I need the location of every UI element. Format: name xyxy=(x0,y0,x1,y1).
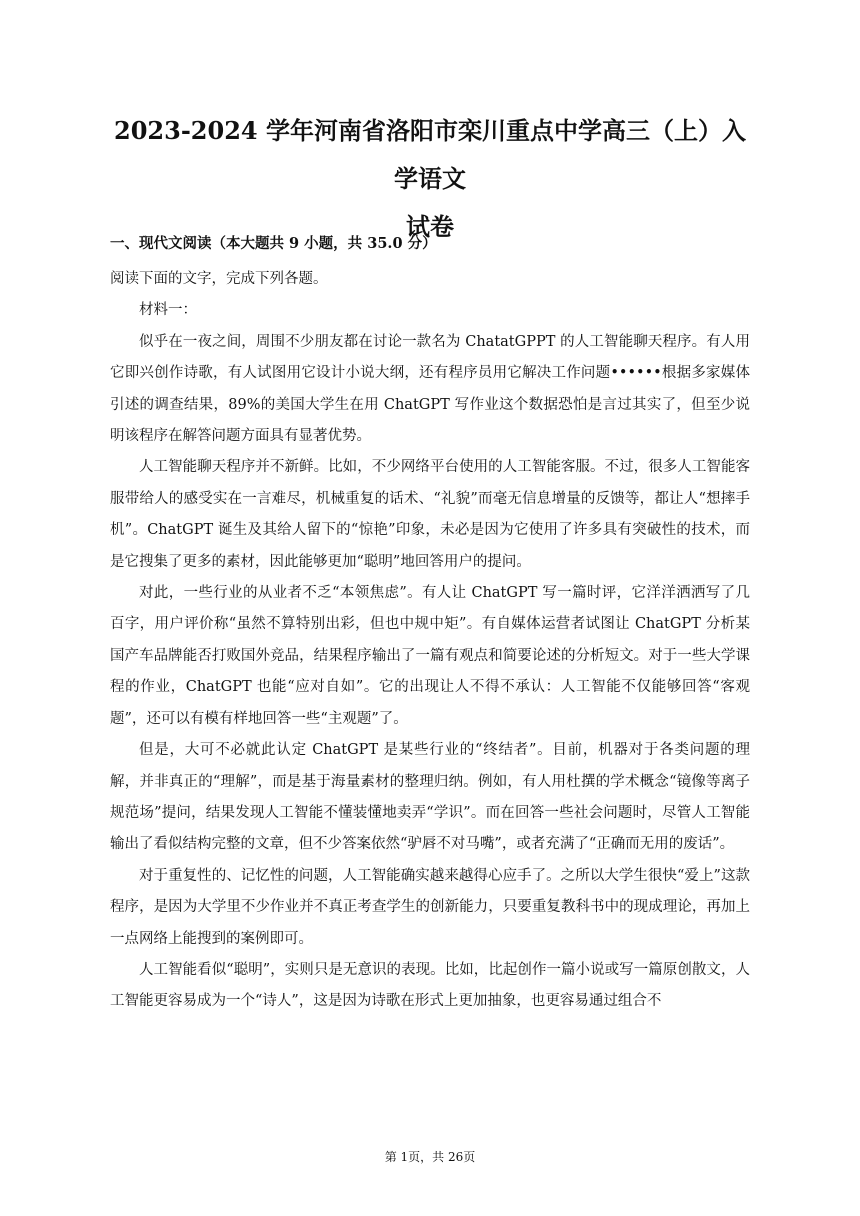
document-title xyxy=(108,107,752,251)
paragraph-2: 人工智能聊天程序并不新鲜。比如，不少网络平台使用的人工智能客服。不过，很多人工智能客服带给人的感受实在一言难尽，机械重复的话术、“礼貌”而毫无信息增量的反馈等，都让人“想摔手机”。ChatGPT 诞生及其给人留下的“惊艳”印象，未必是因为它使用了许多具有突破性的技术，而是它搜集了更多的素材，因此能够更加“聪明”地回答用户的提问。 xyxy=(110,459,750,570)
instruction-text: 阅读下面的文字，完成下列各题。 xyxy=(110,271,328,287)
paragraph-4: 但是，大可不必就此认定 ChatGPT 是某些行业的“终结者”。目前，机器对于各类问题的理解，并非真正的“理解”，而是基于海量素材的整理归纳。例如，有人用杜撰的学术概念“镜像等离子规范场”提问，结果发现人工智能不懂装懂地卖弄“学识”。而在回答一些社会问题时，尽管人工智能输出了看似结构完整的文章，但不少答案依然“驴唇不对马嘴”，或者充满了“正确而无用的废话”。 xyxy=(110,742,750,853)
title-line-2: 试卷 xyxy=(406,212,454,241)
title-line-1: 2023-2024 学年河南省洛阳市栾川重点中学高三（上）入学语文 xyxy=(114,116,746,193)
page-footer: 第 1页，共 26页 xyxy=(384,1150,476,1164)
material-label: 材料一： xyxy=(139,302,197,319)
paragraph-1: 似乎在一夜之间，周围不少朋友都在讨论一款名为 ChatatGPPT 的人工智能聊天程序。有人用它即兴创作诗歌，有人试图用它设计小说大纲，还有程序员用它解决工作问题••••••根据多家媒体引述的调查结果，89%的美国大学生在用 ChatGPT 写作业这个数据恐怕是言过其实了，但至少说明该程序在解答问题方面具有显著优势。 xyxy=(110,333,750,445)
reading-passage xyxy=(110,264,750,1018)
paragraph-5: 对于重复性的、记忆性的问题，人工智能确实越来越得心应手了。之所以大学生很快“爱上”这款程序，是因为大学里不少作业并不真正考查学生的创新能力，只要重复教科书中的现成理论，再加上一点网络上能搜到的案例即可。 xyxy=(110,867,750,947)
section-heading: 一、现代文阅读（本大题共 9 小题，共 35.0 分） xyxy=(110,235,437,252)
paragraph-6: 人工智能看似“聪明”，实则只是无意识的表现。比如，比起创作一篇小说或写一篇原创散文，人工智能更容易成为一个“诗人”，这是因为诗歌在形式上更加抽象，也更容易通过组合不 xyxy=(110,961,750,1010)
paragraph-3: 对此，一些行业的从业者不乏“本领焦虑”。有人让 ChatGPT 写一篇时评，它洋洋洒洒写了几百字，用户评价称“虽然不算特别出彩，但也中规中矩”。有自媒体运营者试图让 ChatGPT 分析某国产车品牌能否打败国外竞品，结果程序输出了一篇有观点和简要论述的分析短文。对于一些大学课程的作业，ChatGPT 也能“应对自如”。它的出现让人不得不承认：人工智能不仅能够回答“客观题”，还可以有模有样地回答一些“主观题”了。 xyxy=(110,585,750,727)
